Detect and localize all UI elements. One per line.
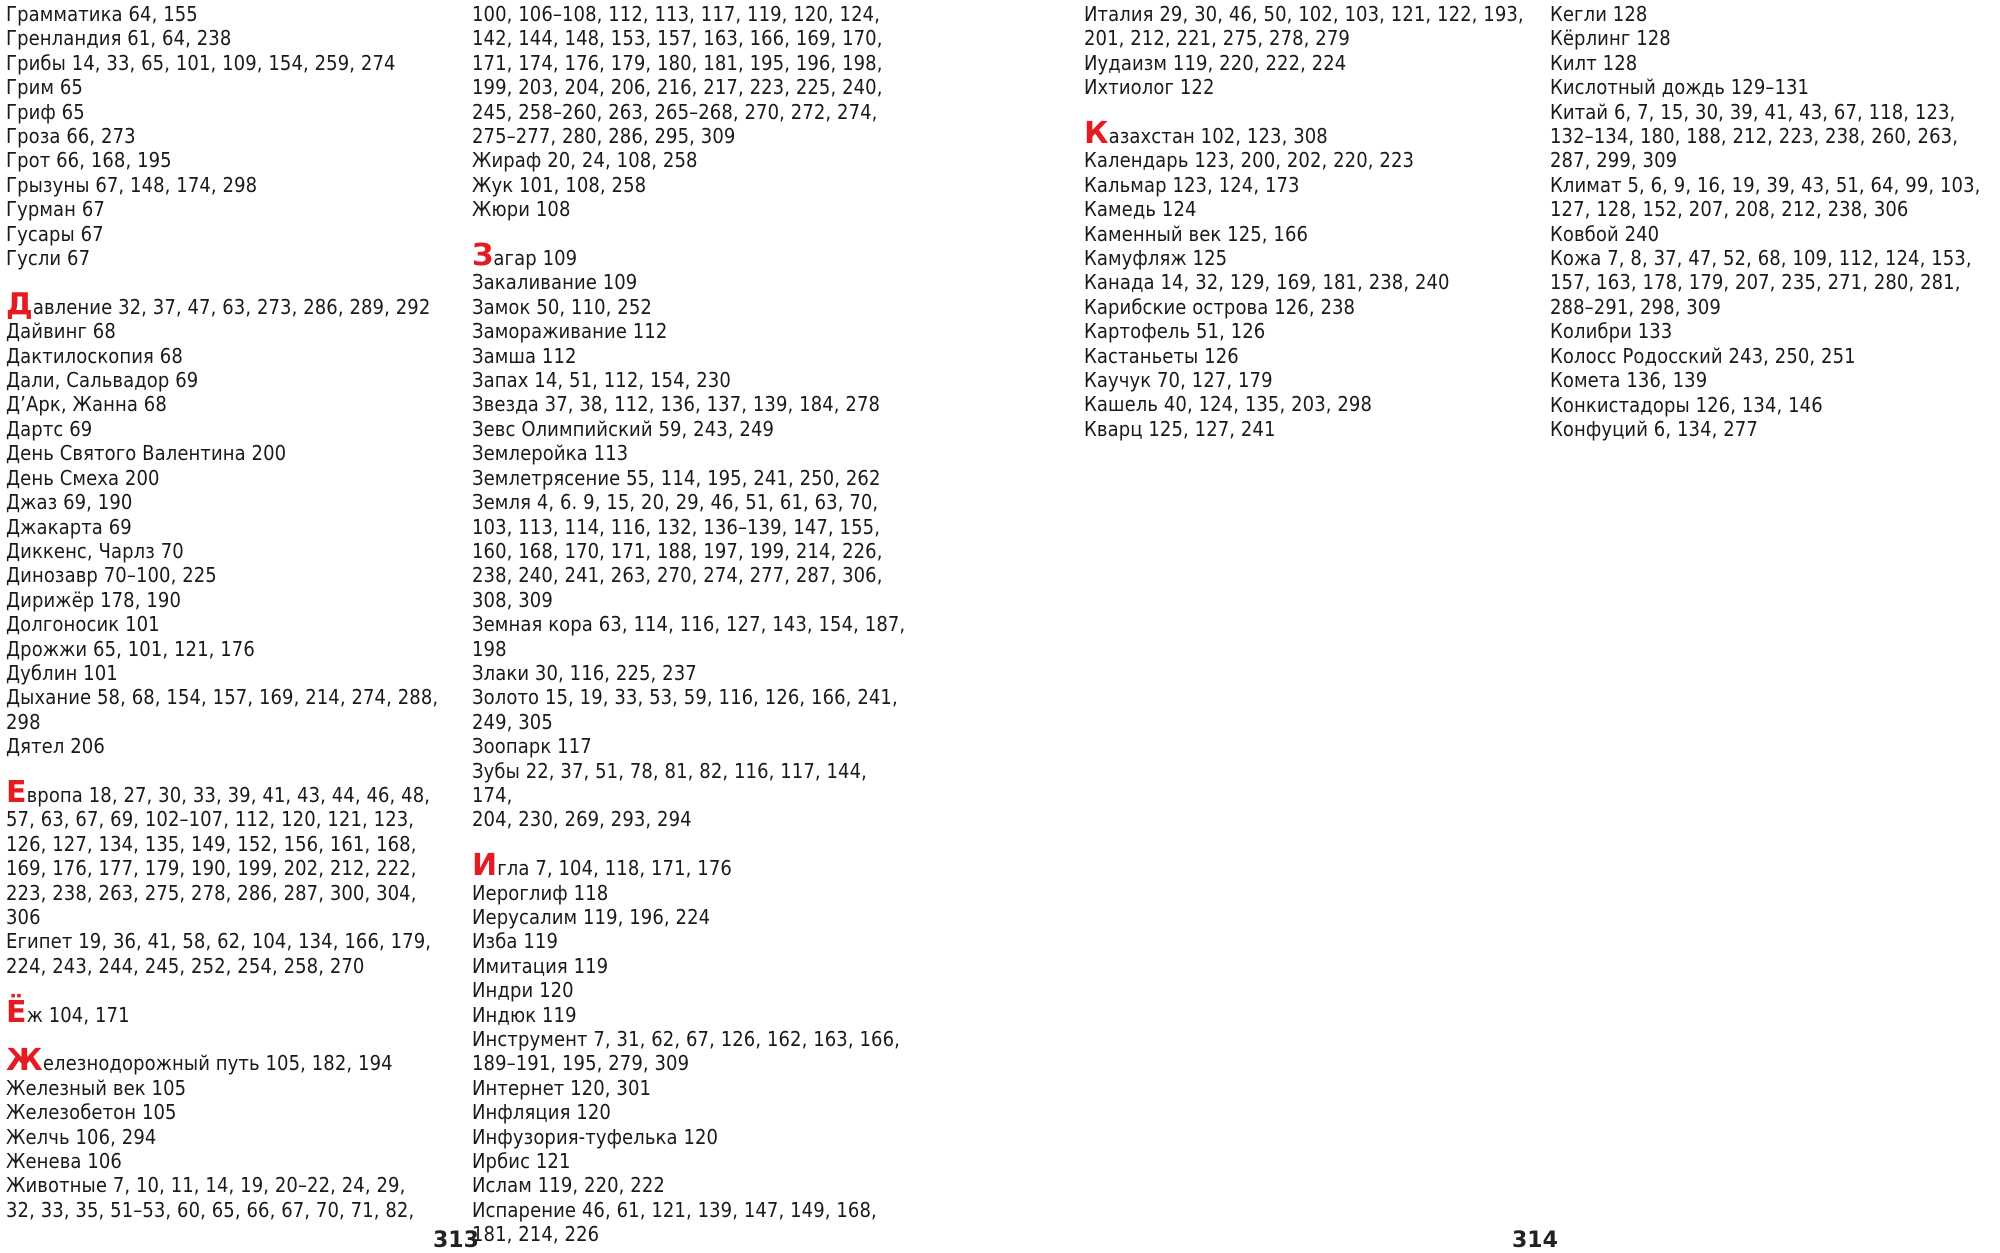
- section-gap: [6, 270, 446, 294]
- index-entry: [472, 368, 912, 392]
- index-entry: [472, 661, 912, 685]
- index-entry-text: 198: [472, 636, 507, 661]
- index-entry: [472, 685, 912, 709]
- index-entry: [6, 881, 446, 905]
- index-entry-text: агар 109: [493, 246, 578, 271]
- index-entry: [6, 994, 446, 1030]
- index-entry-text: 204, 230, 269, 293, 294: [472, 807, 692, 832]
- index-entry: [472, 1222, 912, 1246]
- index-entry: [6, 417, 446, 441]
- page-number: 314: [1512, 1228, 1558, 1253]
- index-entry: [6, 710, 446, 734]
- index-entry-text: 298: [6, 709, 41, 734]
- index-entry: [6, 929, 446, 953]
- index-entry: [1550, 270, 1990, 294]
- index-entry-text: Дятел 206: [6, 734, 105, 759]
- index-entry: [472, 1149, 912, 1173]
- index-entry: [6, 1149, 446, 1173]
- index-entry-text: ж 104, 171: [26, 1002, 130, 1027]
- index-entry: [472, 978, 912, 1002]
- index-entry-text: День Смеха 200: [6, 465, 160, 490]
- index-entry: [472, 539, 912, 563]
- index-entry: [472, 1100, 912, 1124]
- index-entry-text: Желчь 106, 294: [6, 1124, 157, 1149]
- index-entry-text: Кашель 40, 124, 135, 203, 298: [1084, 392, 1372, 417]
- index-entry-text: 127, 128, 152, 207, 208, 212, 238, 306: [1550, 197, 1909, 222]
- index-entry: [6, 563, 446, 587]
- index-entry: [6, 774, 446, 810]
- index-entry-text: Календарь 123, 200, 202, 220, 223: [1084, 148, 1415, 173]
- index-entry: [472, 710, 912, 734]
- index-entry: [6, 392, 446, 416]
- index-entry-text: 275–277, 280, 286, 295, 309: [472, 124, 736, 149]
- index-entry-text: 287, 299, 309: [1550, 148, 1678, 173]
- index-entry-text: Замша 112: [472, 343, 577, 368]
- index-entry: [1084, 116, 1524, 152]
- page-number: 313: [433, 1228, 479, 1253]
- index-entry: [6, 124, 446, 148]
- index-entry: [6, 197, 446, 221]
- index-entry-text: Кварц 125, 127, 241: [1084, 416, 1276, 441]
- index-entry-text: Грызуны 67, 148, 174, 298: [6, 172, 258, 197]
- index-entry-text: Жук 101, 108, 258: [472, 172, 647, 197]
- index-entry-text: 224, 243, 244, 245, 252, 254, 258, 270: [6, 953, 365, 978]
- index-entry: [1550, 197, 1990, 221]
- index-entry-text: Камедь 124: [1084, 197, 1197, 222]
- index-entry-text: Железный век 105: [6, 1075, 187, 1100]
- index-entry-text: Гриф 65: [6, 99, 85, 124]
- index-entry: [472, 26, 912, 50]
- index-entry: [1084, 392, 1524, 416]
- index-entry-text: 57, 63, 67, 69, 102–107, 112, 120, 121, 123,: [6, 807, 415, 832]
- index-entry: [1084, 319, 1524, 343]
- index-entry: [1550, 173, 1990, 197]
- index-entry: [472, 319, 912, 343]
- index-entry: [1550, 51, 1990, 75]
- index-entry-text: Замок 50, 110, 252: [472, 294, 652, 319]
- index-entry: [472, 515, 912, 539]
- index-entry-text: Закаливание 109: [472, 270, 638, 295]
- index-entry: [6, 344, 446, 368]
- index-entry-text: 160, 168, 170, 171, 188, 197, 199, 214, 226,: [472, 538, 883, 563]
- index-entry-text: Женева 106: [6, 1149, 122, 1174]
- index-entry: [6, 1076, 446, 1100]
- index-entry-text: Инструмент 7, 31, 62, 67, 126, 162, 163, 166,: [472, 1027, 900, 1052]
- index-entry-text: 306: [6, 905, 41, 929]
- index-entry-text: Инфляция 120: [472, 1100, 611, 1125]
- index-entry: [1084, 344, 1524, 368]
- index-entry-text: Карибские острова 126, 238: [1084, 294, 1356, 319]
- index-entry: [1084, 417, 1524, 441]
- index-entry-text: Иероглиф 118: [472, 880, 609, 905]
- index-entry: [472, 75, 912, 99]
- index-entry-text: Дайвинг 68: [6, 319, 116, 344]
- index-entry: [1084, 295, 1524, 319]
- index-entry-text: Каменный век 125, 166: [1084, 221, 1309, 246]
- index-entry: [6, 1125, 446, 1149]
- index-entry: [472, 563, 912, 587]
- section-initial-letter: З: [472, 238, 494, 274]
- index-entry-text: Дали, Сальвадор 69: [6, 368, 199, 393]
- index-entry-text: 32, 33, 35, 51–53, 60, 65, 66, 67, 70, 71, 82,: [6, 1197, 415, 1222]
- index-entry: [1084, 173, 1524, 197]
- left-page: [0, 0, 1000, 1252]
- index-entry-text: Гурман 67: [6, 197, 105, 222]
- index-entry-text: Жираф 20, 24, 108, 258: [472, 148, 698, 173]
- index-entry-text: Кёрлинг 128: [1550, 26, 1671, 51]
- index-entry: [6, 26, 446, 50]
- index-entry-text: Звезда 37, 38, 112, 136, 137, 139, 184, 278: [472, 392, 881, 417]
- index-entry-text: Дублин 101: [6, 660, 118, 685]
- index-entry-text: 142, 144, 148, 153, 157, 163, 166, 169, 170,: [472, 26, 883, 51]
- index-entry: [6, 286, 446, 322]
- index-entry: [6, 100, 446, 124]
- section-initial-letter: Д: [6, 286, 33, 322]
- index-entry-text: Землеройка 113: [472, 441, 629, 466]
- section-initial-letter: Ё: [6, 994, 27, 1030]
- index-entry: [472, 197, 912, 221]
- index-entry: [6, 637, 446, 661]
- index-entry: [472, 2, 912, 26]
- index-entry-text: Гусары 67: [6, 221, 104, 246]
- index-column-4: [1550, 2, 1990, 441]
- index-entry-text: Ирбис 121: [472, 1149, 571, 1174]
- index-entry: [1084, 246, 1524, 270]
- index-entry-text: Землетрясение 55, 114, 195, 241, 250, 262: [472, 465, 881, 490]
- index-entry: [1084, 51, 1524, 75]
- index-entry-text: елезнодорожный путь 105, 182, 194: [42, 1051, 393, 1076]
- index-entry: [472, 1173, 912, 1197]
- index-entry: [472, 807, 912, 831]
- index-entry: [472, 612, 912, 636]
- index-entry: [472, 344, 912, 368]
- index-entry-text: Замораживание 112: [472, 319, 668, 344]
- right-page: [1000, 0, 2000, 1252]
- index-entry-text: Джакарта 69: [6, 514, 132, 539]
- index-entry-text: Италия 29, 30, 46, 50, 102, 103, 121, 122, 193,: [1084, 2, 1524, 26]
- section-initial-letter: К: [1084, 116, 1109, 152]
- index-entry: [1084, 270, 1524, 294]
- index-column-2: [472, 2, 912, 1247]
- section-gap: [472, 222, 912, 246]
- index-entry: [472, 734, 912, 758]
- index-entry: [472, 588, 912, 612]
- index-entry-text: Динозавр 70–100, 225: [6, 563, 217, 588]
- index-entry: [1550, 246, 1990, 270]
- index-entry: [6, 246, 446, 270]
- index-entry-text: 245, 258–260, 263, 265–268, 270, 272, 274,: [472, 99, 878, 124]
- index-entry: [1550, 124, 1990, 148]
- index-entry-text: Индри 120: [472, 978, 574, 1003]
- index-entry: [6, 1043, 446, 1079]
- index-entry: [472, 881, 912, 905]
- index-entry: [472, 637, 912, 661]
- index-entry: [472, 173, 912, 197]
- index-entry: [6, 832, 446, 856]
- index-column-3: [1084, 2, 1524, 441]
- index-entry-text: Зоопарк 117: [472, 734, 592, 759]
- index-entry-text: Грим 65: [6, 75, 83, 100]
- index-entry-text: Долгоносик 101: [6, 612, 160, 637]
- index-entry: [6, 1198, 446, 1222]
- section-gap: [6, 759, 446, 783]
- index-entry-text: Кальмар 123, 124, 173: [1084, 172, 1300, 197]
- index-entry-text: Каучук 70, 127, 179: [1084, 368, 1273, 393]
- index-entry: [6, 612, 446, 636]
- index-entry-text: 201, 212, 221, 275, 278, 279: [1084, 26, 1350, 51]
- index-entry: [1084, 197, 1524, 221]
- index-entry: [472, 1027, 912, 1051]
- index-entry-text: Жюри 108: [472, 197, 571, 222]
- index-entry: [6, 222, 446, 246]
- section-gap: [6, 1027, 446, 1051]
- index-entry-text: 157, 163, 178, 179, 207, 235, 271, 280, 281,: [1550, 270, 1961, 295]
- index-entry-text: Конкистадоры 126, 134, 146: [1550, 392, 1823, 417]
- index-entry-text: Климат 5, 6, 9, 16, 19, 39, 43, 51, 64, 99, 103,: [1550, 172, 1981, 197]
- index-entry: [6, 173, 446, 197]
- index-entry: [6, 148, 446, 172]
- index-entry-text: 132–134, 180, 188, 212, 223, 238, 260, 263,: [1550, 124, 1959, 149]
- index-entry-text: Камуфляж 125: [1084, 246, 1228, 271]
- index-entry-text: Канада 14, 32, 129, 169, 181, 238, 240: [1084, 270, 1450, 295]
- index-entry: [472, 1051, 912, 1075]
- index-entry-text: Гроза 66, 273: [6, 124, 136, 149]
- index-entry-text: Имитация 119: [472, 953, 609, 978]
- index-entry: [1550, 100, 1990, 124]
- index-entry-text: Картофель 51, 126: [1084, 319, 1266, 344]
- index-entry: [1550, 2, 1990, 26]
- index-entry: [6, 539, 446, 563]
- index-entry-text: Кожа 7, 8, 37, 47, 52, 68, 109, 112, 124, 153,: [1550, 246, 1972, 271]
- index-entry-text: Грамматика 64, 155: [6, 2, 198, 26]
- index-entry-text: Дирижёр 178, 190: [6, 587, 181, 612]
- index-entry: [6, 1173, 446, 1197]
- index-entry: [1084, 75, 1524, 99]
- index-entry: [472, 124, 912, 148]
- section-initial-letter: И: [472, 848, 498, 884]
- index-entry: [6, 2, 446, 26]
- index-entry-text: Иудаизм 119, 220, 222, 224: [1084, 50, 1347, 75]
- index-entry-text: Дартс 69: [6, 416, 93, 441]
- index-entry-text: Индюк 119: [472, 1002, 577, 1027]
- index-entry: [1084, 26, 1524, 50]
- index-entry-text: Испарение 46, 61, 121, 139, 147, 149, 168,: [472, 1197, 877, 1222]
- index-entry: [6, 441, 446, 465]
- index-entry-text: Ислам 119, 220, 222: [472, 1173, 665, 1198]
- index-entry: [6, 319, 446, 343]
- index-entry-text: Комета 136, 139: [1550, 368, 1708, 393]
- index-entry: [6, 661, 446, 685]
- index-entry: [1550, 222, 1990, 246]
- index-entry-text: Иерусалим 119, 196, 224: [472, 905, 711, 929]
- index-entry: [472, 1076, 912, 1100]
- index-entry: [472, 1125, 912, 1149]
- section-initial-letter: Ж: [6, 1043, 43, 1079]
- section-initial-letter: Е: [6, 774, 27, 810]
- index-entry: [6, 515, 446, 539]
- index-entry-text: Кегли 128: [1550, 2, 1648, 26]
- index-entry-text: Железобетон 105: [6, 1100, 177, 1125]
- index-entry: [472, 1003, 912, 1027]
- section-gap: [6, 978, 446, 1002]
- index-entry-text: Килт 128: [1550, 50, 1638, 75]
- index-entry: [6, 1100, 446, 1124]
- index-entry: [1084, 368, 1524, 392]
- index-entry: [6, 905, 446, 929]
- index-entry-text: 126, 127, 134, 135, 149, 152, 156, 161, 168,: [6, 831, 417, 856]
- index-entry: [472, 759, 912, 808]
- index-entry-text: Дыхание 58, 68, 154, 157, 169, 214, 274, 288,: [6, 685, 439, 710]
- index-entry: [472, 270, 912, 294]
- index-entry-text: Китай 6, 7, 15, 30, 39, 41, 43, 67, 118, 123,: [1550, 99, 1956, 124]
- index-entry: [472, 148, 912, 172]
- index-entry-text: Зубы 22, 37, 51, 78, 81, 82, 116, 117, 144, 174,: [472, 758, 867, 807]
- index-entry: [6, 490, 446, 514]
- index-entry-text: Кастаньеты 126: [1084, 343, 1239, 368]
- index-entry-text: вропа 18, 27, 30, 33, 39, 41, 43, 44, 46, 48,: [26, 782, 431, 807]
- index-entry: [472, 490, 912, 514]
- index-entry-text: Египет 19, 36, 41, 58, 62, 104, 134, 166, 179,: [6, 929, 432, 954]
- index-entry: [472, 954, 912, 978]
- index-entry: [1550, 319, 1990, 343]
- index-entry-text: Злаки 30, 116, 225, 237: [472, 660, 697, 685]
- index-entry: [472, 929, 912, 953]
- index-entry-text: 171, 174, 176, 179, 180, 181, 195, 196, 198,: [472, 50, 883, 75]
- index-entry-text: Земля 4, 6. 9, 15, 20, 29, 46, 51, 61, 63, 70,: [472, 490, 879, 515]
- index-entry: [1550, 75, 1990, 99]
- index-entry-text: Гренландия 61, 64, 238: [6, 26, 232, 51]
- index-entry: [1550, 295, 1990, 319]
- index-entry-text: Грибы 14, 33, 65, 101, 109, 154, 259, 274: [6, 50, 396, 75]
- index-entry: [1084, 148, 1524, 172]
- index-entry-text: Д’Арк, Жанна 68: [6, 392, 167, 417]
- index-entry-text: 181, 214, 226: [472, 1222, 600, 1247]
- index-entry-text: Животные 7, 10, 11, 14, 19, 20–22, 24, 29,: [6, 1173, 406, 1198]
- index-entry: [1550, 417, 1990, 441]
- index-entry-text: Инфузория-туфелька 120: [472, 1124, 719, 1149]
- index-entry-text: Конфуций 6, 134, 277: [1550, 416, 1758, 441]
- index-entry-text: Джаз 69, 190: [6, 490, 133, 515]
- index-entry: [1550, 148, 1990, 172]
- index-entry: [472, 392, 912, 416]
- index-entry-text: 238, 240, 241, 263, 270, 274, 277, 287, 306,: [472, 563, 883, 588]
- index-entry-text: 100, 106–108, 112, 113, 117, 119, 120, 124,: [472, 2, 881, 26]
- index-entry-text: Ихтиолог 122: [1084, 75, 1215, 100]
- index-entry: [6, 807, 446, 831]
- index-entry: [472, 238, 912, 274]
- index-entry: [1550, 368, 1990, 392]
- index-entry-text: 308, 309: [472, 587, 553, 612]
- index-entry: [6, 734, 446, 758]
- index-entry: [6, 368, 446, 392]
- index-entry-text: Зевс Олимпийский 59, 243, 249: [472, 416, 775, 441]
- index-entry: [6, 588, 446, 612]
- index-entry: [472, 51, 912, 75]
- index-entry: [1550, 393, 1990, 417]
- index-entry-text: Интернет 120, 301: [472, 1075, 652, 1100]
- index-entry-text: Диккенс, Чарлз 70: [6, 538, 184, 563]
- index-entry-text: Колосс Родосский 243, 250, 251: [1550, 343, 1856, 368]
- index-entry-text: Кислотный дождь 129–131: [1550, 75, 1810, 100]
- index-entry-text: 288–291, 298, 309: [1550, 294, 1721, 319]
- index-entry-text: гла 7, 104, 118, 171, 176: [497, 856, 732, 881]
- index-entry-text: День Святого Валентина 200: [6, 441, 287, 466]
- index-entry: [6, 954, 446, 978]
- index-entry: [472, 295, 912, 319]
- index-entry: [472, 100, 912, 124]
- index-entry: [6, 856, 446, 880]
- index-entry: [1084, 222, 1524, 246]
- index-entry-text: 199, 203, 204, 206, 216, 217, 223, 225, 240,: [472, 75, 883, 100]
- index-entry: [472, 466, 912, 490]
- index-column-1: [6, 2, 446, 1222]
- index-entry: [6, 75, 446, 99]
- index-entry-text: 103, 113, 114, 116, 132, 136–139, 147, 155,: [472, 514, 881, 539]
- section-gap: [1084, 100, 1524, 124]
- index-entry-text: Золото 15, 19, 33, 53, 59, 116, 126, 166, 241,: [472, 685, 898, 710]
- index-entry-text: Дрожжи 65, 101, 121, 176: [6, 636, 255, 661]
- index-entry: [472, 417, 912, 441]
- index-entry-text: 223, 238, 263, 275, 278, 286, 287, 300, 304,: [6, 880, 417, 905]
- index-entry: [6, 466, 446, 490]
- index-entry-text: Дактилоскопия 68: [6, 343, 183, 368]
- index-entry: [1084, 2, 1524, 26]
- index-entry-text: Колибри 133: [1550, 319, 1673, 344]
- index-entry: [472, 848, 912, 884]
- index-entry: [472, 1198, 912, 1222]
- index-entry: [472, 905, 912, 929]
- index-entry-text: Грот 66, 168, 195: [6, 148, 172, 173]
- index-entry-text: Ковбой 240: [1550, 221, 1660, 246]
- index-entry: [6, 51, 446, 75]
- index-entry-text: 169, 176, 177, 179, 190, 199, 202, 212, 222,: [6, 856, 417, 881]
- index-entry-text: Изба 119: [472, 929, 558, 954]
- index-entry: [1550, 344, 1990, 368]
- index-entry: [1550, 26, 1990, 50]
- index-entry: [472, 441, 912, 465]
- section-gap: [472, 832, 912, 856]
- index-entry-text: Гусли 67: [6, 246, 91, 271]
- index-entry: [6, 685, 446, 709]
- index-entry-text: 189–191, 195, 279, 309: [472, 1051, 690, 1076]
- index-entry-text: 249, 305: [472, 709, 553, 734]
- index-entry-text: авление 32, 37, 47, 63, 273, 286, 289, 292: [32, 294, 431, 319]
- index-entry-text: Запах 14, 51, 112, 154, 230: [472, 368, 731, 393]
- index-entry-text: азахстан 102, 123, 308: [1108, 124, 1328, 149]
- index-entry-text: Земная кора 63, 114, 116, 127, 143, 154, 187,: [472, 612, 906, 637]
